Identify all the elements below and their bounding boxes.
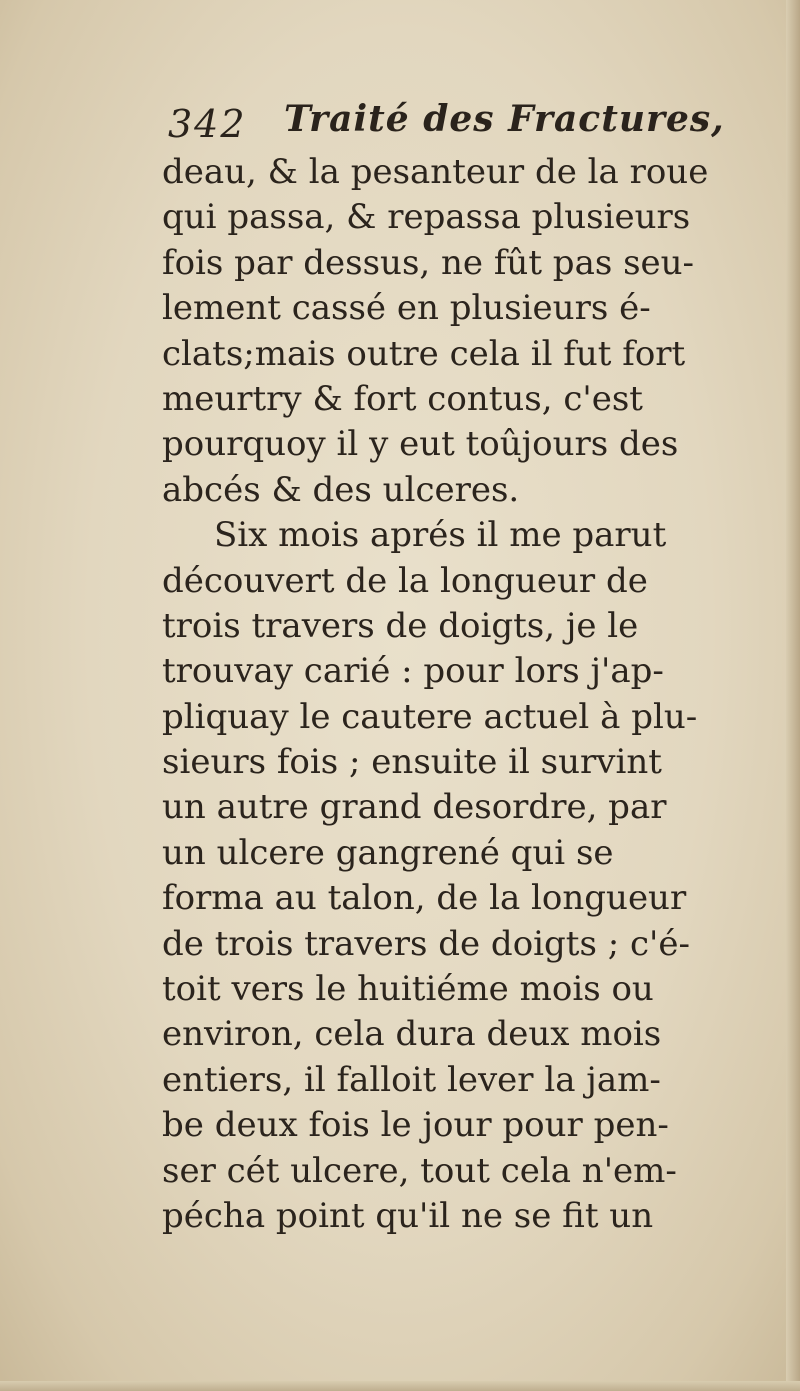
text-line: sieurs fois ; ensuite il survint bbox=[162, 742, 662, 783]
text-line: forma au talon, de la longueur bbox=[162, 878, 687, 919]
running-title: Traité des Fractures, bbox=[284, 98, 725, 140]
text-line: ser cét ulcere, tout cela n'em- bbox=[162, 1150, 677, 1191]
body-text bbox=[162, 150, 722, 1239]
text-line: pliquay le cautere actuel à plu- bbox=[162, 696, 698, 737]
text-line: deau, & la pesanteur de la roue bbox=[162, 152, 709, 192]
text-line: trouvay carié : pour lors j'ap- bbox=[162, 651, 664, 692]
text-line: be deux fois le jour pour pen- bbox=[162, 1105, 669, 1146]
text-line: qui passa, & repassa plusieurs bbox=[162, 197, 691, 238]
text-line: lement cassé en plusieurs é- bbox=[162, 288, 651, 329]
page-header bbox=[168, 96, 728, 146]
text-line: un ulcere gangrené qui se bbox=[162, 832, 614, 873]
text-line: entiers, il falloit lever la jam- bbox=[162, 1059, 661, 1100]
text-line: environ, cela dura deux mois bbox=[162, 1014, 662, 1055]
text-line: de trois travers de doigts ; c'é- bbox=[162, 923, 690, 964]
text-line: abcés & des ulceres. bbox=[162, 469, 520, 510]
text-line: découvert de la longueur de bbox=[162, 560, 648, 601]
page-edge-bottom bbox=[0, 1381, 800, 1391]
page-edge-right bbox=[786, 0, 800, 1391]
text-line: fois par dessus, ne fût pas seu- bbox=[162, 242, 695, 283]
text-line: trois travers de doigts, je le bbox=[162, 605, 639, 646]
text-line: clats;mais outre cela il fut fort bbox=[162, 333, 686, 374]
text-line: meurtry & fort contus, c'est bbox=[162, 378, 643, 419]
text-line: toit vers le huitiéme mois ou bbox=[162, 969, 654, 1010]
text-line: un autre grand desordre, par bbox=[162, 787, 667, 828]
paragraph-first-line: Six mois aprés il me parut bbox=[214, 515, 667, 556]
text-line: pécha point qu'il ne se fit un bbox=[162, 1195, 654, 1236]
page-number: 342 bbox=[168, 102, 247, 146]
text-line: pourquoy il y eut toûjours des bbox=[162, 424, 679, 465]
